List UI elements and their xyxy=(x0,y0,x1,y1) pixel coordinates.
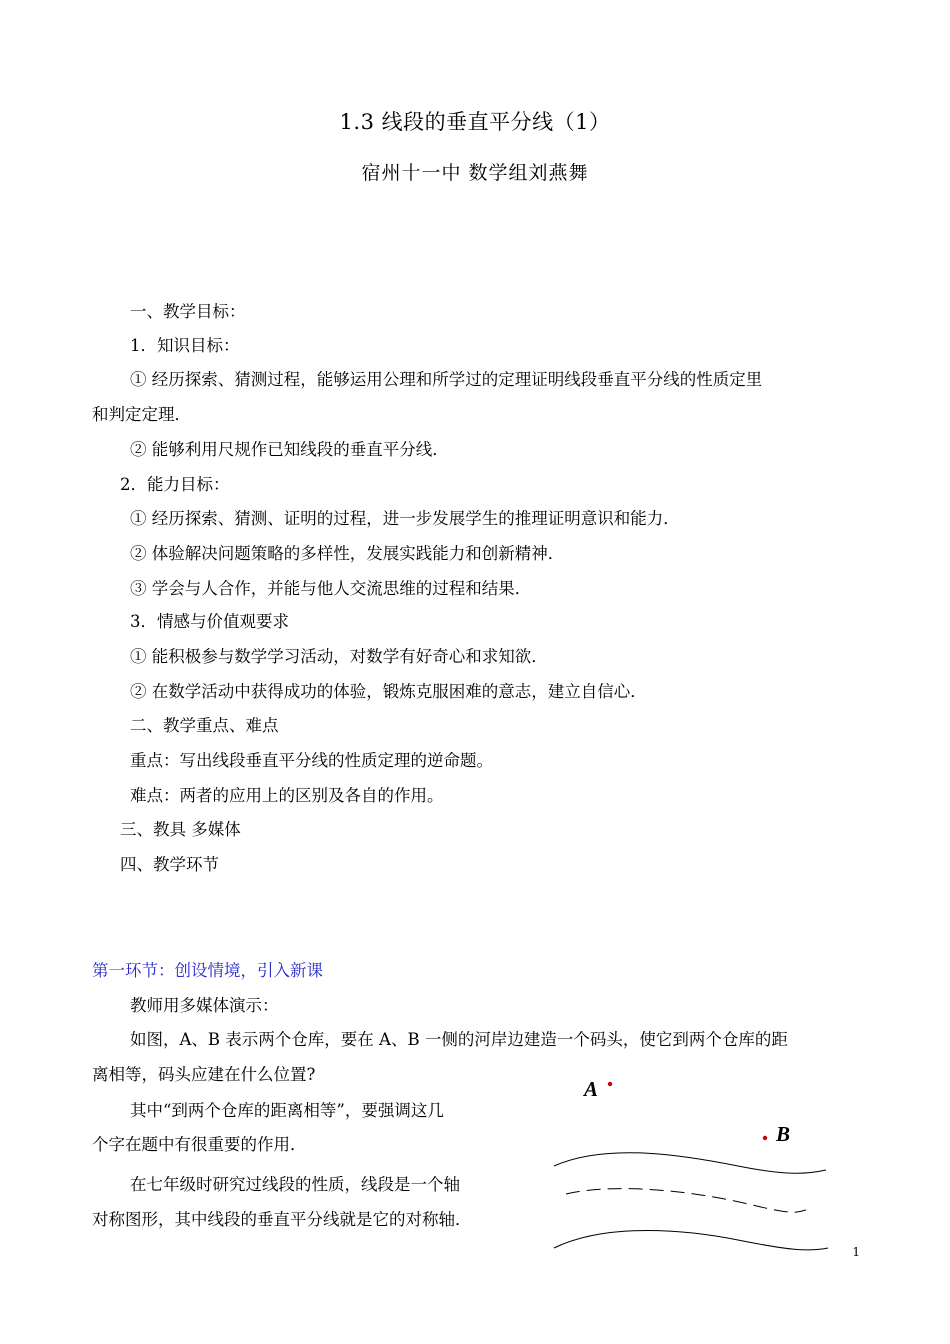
section-1-heading: 第一环节：创设情境，引入新课 xyxy=(92,961,323,980)
ability-goal-3: ③ 学会与人合作，并能与他人交流思维的过程和结果． xyxy=(130,579,532,598)
ability-goal-2: ② 体验解决问题策略的多样性，发展实践能力和创新精神． xyxy=(130,544,565,563)
difficult-point: 难点：两者的应用上的区别及各自的作用。 xyxy=(130,786,444,805)
ability-goal-heading: 2．能力目标： xyxy=(120,475,230,494)
emotion-goal-2: ② 在数学活动中获得成功的体验，锻炼克服困难的意志，建立自信心． xyxy=(130,682,647,701)
emotion-goal-heading: 3．情感与价值观要求 xyxy=(130,612,289,631)
point-b-marker xyxy=(763,1136,767,1140)
author-line: 宿州十一中 数学组刘燕舞 xyxy=(361,162,589,184)
point-a-label: A xyxy=(584,1077,599,1101)
page-title: 1.3 线段的垂直平分线（1） xyxy=(339,110,611,134)
warehouse-river-figure xyxy=(548,1070,838,1260)
key-points-heading: 二、教学重点、难点 xyxy=(130,716,279,735)
knowledge-goal-2: ② 能够利用尺规作已知线段的垂直平分线． xyxy=(130,440,449,459)
knowledge-goal-1-cont: 和判定定理． xyxy=(92,405,191,424)
river-center-dashed xyxy=(566,1189,806,1213)
river-bank-bottom xyxy=(554,1231,828,1250)
teaching-aids: 三、教具 多媒体 xyxy=(120,820,241,839)
emphasis-text-1: 其中“到两个仓库的距离相等”，要强调这几 xyxy=(130,1101,444,1120)
teacher-demo: 教师用多媒体演示： xyxy=(130,996,279,1015)
point-b-label: B xyxy=(776,1122,791,1146)
teaching-steps-heading: 四、教学环节 xyxy=(120,855,219,874)
knowledge-goal-heading: 1．知识目标： xyxy=(130,336,240,355)
page-number: 1 xyxy=(852,1245,860,1259)
symmetry-text-2: 对称图形，其中线段的垂直平分线就是它的对称轴． xyxy=(92,1210,472,1229)
problem-text-2: 离相等，码头应建在什么位置? xyxy=(92,1065,316,1084)
river-bank-top xyxy=(554,1153,826,1174)
ability-goal-1: ① 经历探索、猜测、证明的过程，进一步发展学生的推理证明意识和能力． xyxy=(130,509,680,528)
key-point: 重点：写出线段垂直平分线的性质定理的逆命题。 xyxy=(130,751,493,770)
emphasis-text-2: 个字在题中有很重要的作用． xyxy=(92,1135,307,1154)
knowledge-goal-1: ① 经历探索、猜测过程，能够运用公理和所学过的定理证明线段垂直平分线的性质定里 xyxy=(130,370,763,389)
objectives-heading: 一、教学目标： xyxy=(130,302,246,321)
emotion-goal-1: ① 能积极参与数学学习活动，对数学有好奇心和求知欲． xyxy=(130,647,548,666)
problem-text-1: 如图，A、B 表示两个仓库，要在 A、B 一侧的河岸边建造一个码头，使它到两个仓库的距 xyxy=(130,1030,788,1049)
symmetry-text-1: 在七年级时研究过线段的性质，线段是一个轴 xyxy=(130,1175,460,1194)
point-a-marker xyxy=(608,1082,612,1086)
